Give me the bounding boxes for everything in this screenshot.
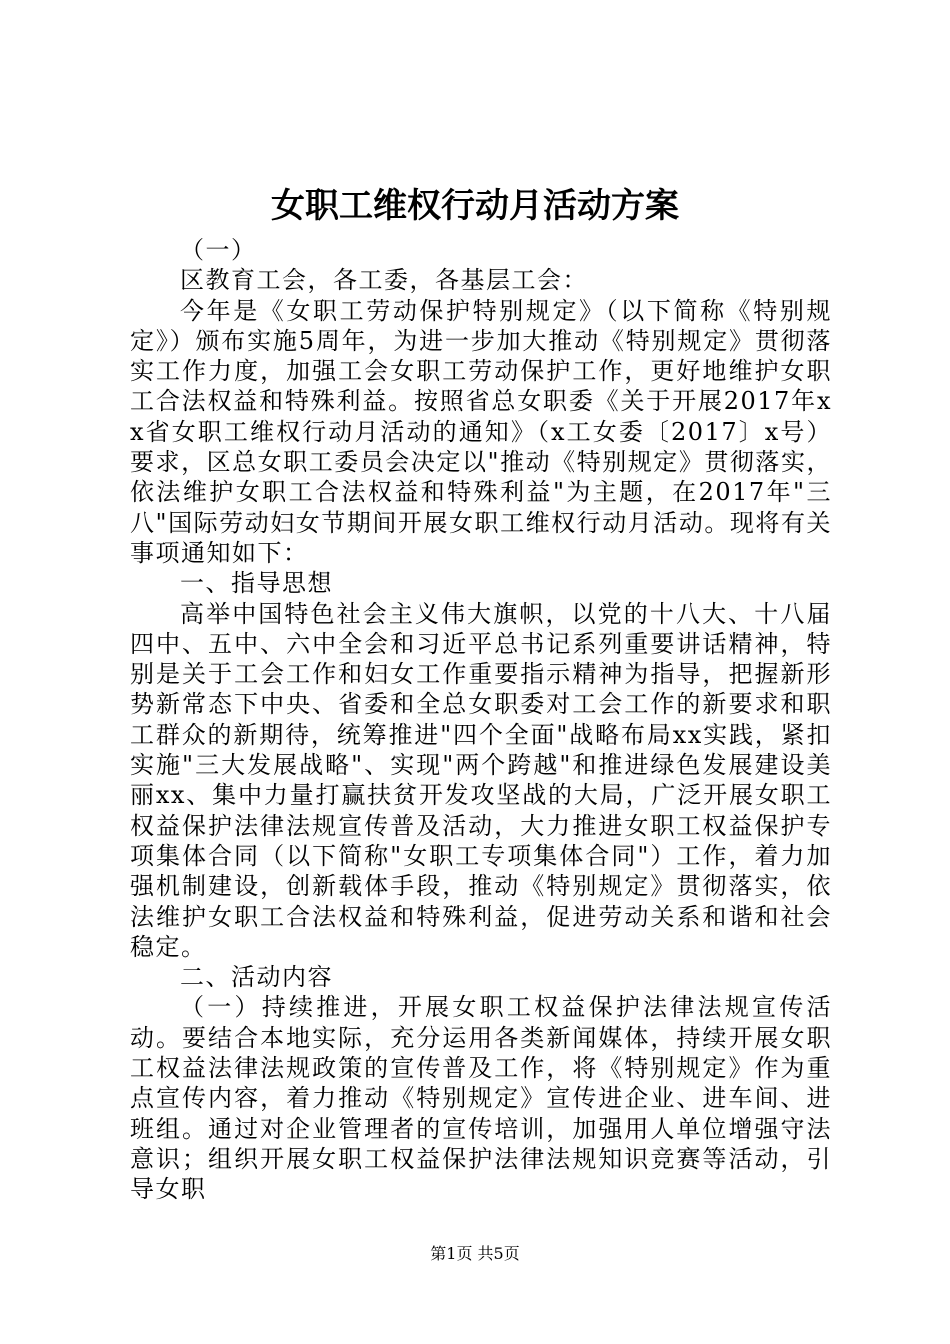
document-body: [130, 235, 832, 1205]
paragraph: （一）持续推进，开展女职工权益保护法律法规宣传活动。要结合本地实际，充分运用各类新闻媒体，持续开展女职工权益法律法规政策的宣传普及工作，将《特别规定》作为重点宣传内容，着力推动《特别规定》宣传进企业、进车间、进班组。通过对企业管理者的宣传培训，加强用人单位增强守法意识；组织开展女职工权益保护法律法规知识竞赛等活动，引导女职: [130, 993, 832, 1204]
document-title: 女职工维权行动月活动方案: [271, 186, 679, 226]
section-heading: 一、指导思想: [180, 569, 333, 598]
paragraph: 今年是《女职工劳动保护特别规定》（以下简称《特别规定》）颁布实施5周年，为进一步加大推动《特别规定》贯彻落实工作力度，加强工会女职工劳动保护工作，更好地维护女职工合法权益和特殊利益。按照省总女职委《关于开展2017年xx省女职工维权行动月活动的通知》（x工女委〔2017〕x号）要求，区总女职工委员会决定以"推动《特别规定》贯彻落实，依法维护女职工合法权益和特殊利益"为主题，在2017年"三八"国际劳动妇女节期间开展女职工维权行动月活动。现将有关事项通知如下：: [130, 296, 832, 567]
paragraph: 高举中国特色社会主义伟大旗帜，以党的十八大、十八届四中、五中、六中全会和习近平总书记系列重要讲话精神，特别是关于工会工作和妇女工作重要指示精神为指导，把握新形势新常态下中央、省委和全总女职委对工会工作的新要求和职工群众的新期待，统筹推进"四个全面"战略布局xx实践，紧扣实施"三大发展战略"、实现"两个跨越"和推进绿色发展建设美丽xx、集中力量打赢扶贫开发攻坚战的大局，广泛开展女职工权益保护法律法规宣传普及活动，大力推进女职工权益保护专项集体合同（以下简称"女职工专项集体合同"）工作，着力加强机制建设，创新载体手段，推动《特别规定》贯彻落实，依法维护女职工合法权益和特殊利益，促进劳动关系和谐和社会稳定。: [130, 599, 832, 961]
paragraph: 区教育工会，各工委，各基层工会：: [180, 266, 588, 295]
paragraph: （一）: [180, 236, 257, 264]
page-number-footer: 第1页 共5页: [430, 1244, 520, 1263]
section-heading: 二、活动内容: [180, 963, 333, 992]
